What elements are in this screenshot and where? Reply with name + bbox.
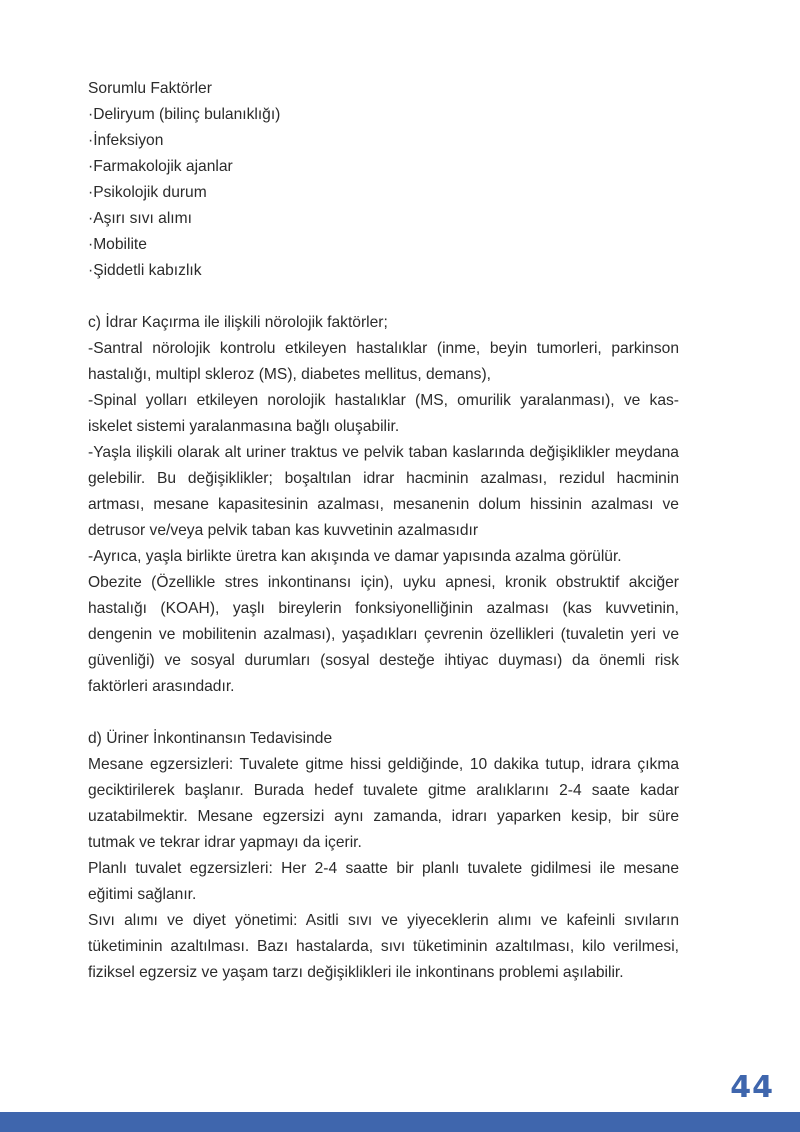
paragraph: -Ayrıca, yaşla birlikte üretra kan akışında ve damar yapısında azalma görülür. <box>88 548 622 565</box>
section-d-heading: d) Üriner İnkontinansın Tedavisinde <box>88 730 333 747</box>
page-content <box>88 76 679 986</box>
page-number: 44 <box>730 1070 774 1105</box>
section-treatment <box>88 726 679 986</box>
list-item: ·Şiddetli kabızlık <box>88 262 202 279</box>
list-item: ·İnfeksiyon <box>88 132 164 149</box>
paragraph: -Spinal yolları etkileyen norolojik hastalıklar (MS, omurilik yaralanması), ve kas-iskelet sistemi yaralanmasına bağlı oluşabilir. <box>88 392 679 435</box>
paragraph: Mesane egzersizleri: Tuvalete gitme hissi geldiğinde, 10 dakika tutup, idrara çıkma geciktirilerek başlanır. Burada hedef tuvalete gitme aralıklarını 2-4 saate kadar uzatabilmektir. Mesane egzersizi aynı zamanda, idrarı yaparken kesip, bir süre tutmak ve tekrar idrar yapmayı da içerir. <box>88 756 679 851</box>
paragraph: Sıvı alımı ve diyet yönetimi: Asitli sıvı ve yiyeceklerin alımı ve kafeinli sıvıların tüketiminin azaltılması. Bazı hastalarda, sıvı tüketiminin azaltılması, kilo verilmesi, fiziksel egzersiz ve yaşam tarzı değişiklikleri ile inkontinans problemi aşılabilir. <box>88 912 679 981</box>
section-c-heading: c) İdrar Kaçırma ile ilişkili nörolojik faktörler; <box>88 314 388 331</box>
list-item: ·Mobilite <box>88 236 147 253</box>
responsible-factors-title: Sorumlu Faktörler <box>88 80 212 97</box>
list-item: ·Psikolojik durum <box>88 184 207 201</box>
spacer <box>88 700 679 726</box>
section-neurological-factors <box>88 310 679 700</box>
paragraph: -Yaşla ilişkili olarak alt uriner traktus ve pelvik taban kaslarında değişiklikler meydana gelebilir. Bu değişiklikler; boşaltılan idrar hacminin azalması, rezidul hacminin artması, mesane kapasitesinin azalması, mesanenin dolum hissinin azalması ve detrusor ve/veya pelvik taban kas kuvvetinin azalmasıdır <box>88 444 679 539</box>
list-item: ·Deliryum (bilinç bulanıklığı) <box>88 106 281 123</box>
list-item: ·Farmakolojik ajanlar <box>88 158 233 175</box>
footer-bar <box>0 1112 800 1132</box>
paragraph: Planlı tuvalet egzersizleri: Her 2-4 saatte bir planlı tuvalete gidilmesi ile mesane eğitimi sağlanır. <box>88 860 679 903</box>
spacer <box>88 284 679 310</box>
list-item: ·Aşırı sıvı alımı <box>88 210 192 227</box>
paragraph: Obezite (Özellikle stres inkontinansı için), uyku apnesi, kronik obstruktif akciğer hastalığı (KOAH), yaşlı bireylerin fonksiyonelliğinin azalması (kas kuvvetinin, dengenin ve mobilitenin azalması), yaşadıkları çevrenin özellikleri (tuvaletin yeri ve güvenliği) ve sosyal durumları (sosyal desteğe ihtiyac duyması) da önemli risk faktörleri arasındadır. <box>88 574 679 695</box>
responsible-factors-list <box>88 76 679 284</box>
paragraph: -Santral nörolojik kontrolu etkileyen hastalıklar (inme, beyin tumorleri, parkinson hastalığı, multipl skleroz (MS), diabetes mellitus, demans), <box>88 340 679 383</box>
